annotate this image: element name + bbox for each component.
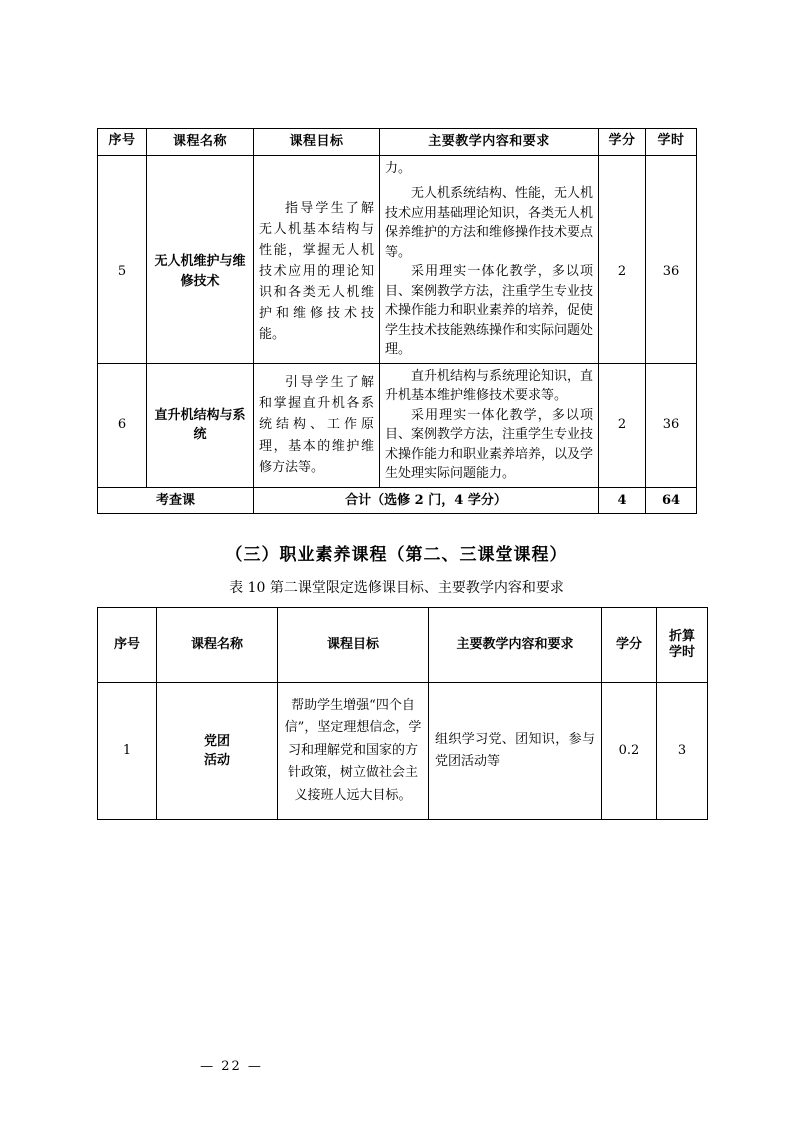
header2-credit (602, 608, 657, 683)
header-goal: 课程目标 (254, 129, 380, 156)
page-number: — 22 — (200, 1059, 263, 1074)
header2-hours (657, 608, 708, 683)
total-credit: 4 (599, 487, 646, 514)
frag-name-cell (147, 155, 254, 181)
frag-hours-cell (646, 155, 697, 181)
row-goal-text: 指导学生了解无人机基本结构与性能，掌握无人机技术应用的理论知识和各类无人机维护和维修技术技能。 (259, 201, 374, 343)
table-row (98, 363, 697, 487)
row-name: 直升机结构与系统 (147, 363, 254, 487)
frag-goal-cell (254, 155, 380, 181)
header2-hours-text: 折算学时 (668, 629, 695, 660)
row2-goal (278, 683, 429, 820)
header2-goal: 课程目标 (278, 608, 429, 683)
table-header-row (98, 129, 697, 156)
row-credit: 2 (599, 363, 646, 487)
row-goal (254, 181, 380, 363)
table-caption: 表 10 第二课堂限定选修课目标、主要教学内容和要求 (229, 580, 564, 596)
frag-content-cell: 力。 (380, 155, 599, 181)
header2-name: 课程名称 (157, 608, 278, 683)
row2-content-text: 组织学习党、团知识，参与党团活动等 (435, 731, 595, 769)
row-goal (254, 363, 380, 487)
frag-credit-cell (599, 155, 646, 181)
row-num: 5 (98, 181, 147, 363)
header2-num-text: 序号 (113, 637, 140, 653)
row-content (380, 363, 599, 487)
row-hours: 36 (646, 363, 697, 487)
row-credit: 2 (599, 181, 646, 363)
row-content-p2: 采用理实一体化教学，多以项目、案例教学方法，注重学生专业技术操作能力和职业素养的培养，促使学生技术技能熟练操作和实际问题处理。 (385, 264, 594, 357)
continued-fragment-row (98, 155, 697, 181)
total-hours: 64 (646, 487, 697, 514)
row-num: 6 (98, 363, 147, 487)
header-name: 课程名称 (147, 129, 254, 156)
row-content-p1: 无人机系统结构、性能，无人机技术应用基础理论知识，各类无人机保养维护的方法和维修操作技术要点等。 (385, 186, 594, 260)
row-goal-text: 引导学生了解和掌握直升机各系统结构、工作原理，基本的维护维修方法等。 (259, 375, 374, 475)
row-content-p2: 采用理实一体化教学，多以项目、案例教学方法，注重学生专业技术操作能力和职业素养培养，以及学生处理实际问题能力。 (385, 407, 594, 481)
header-num-text: 序号 (108, 133, 136, 149)
page-footer (0, 1059, 793, 1074)
row2-credit: 0.2 (602, 683, 657, 820)
header-credit-text: 学分 (608, 133, 636, 149)
header2-credit-text: 学分 (615, 637, 642, 653)
row2-name-line1: 党团 (203, 733, 230, 749)
row-hours: 36 (646, 181, 697, 363)
second-classroom-table (97, 607, 708, 820)
row2-name (157, 683, 278, 820)
row-content (380, 181, 599, 363)
total-label: 考查课 (98, 487, 254, 514)
header2-content: 主要教学内容和要求 (429, 608, 602, 683)
table-row (98, 181, 697, 363)
table2-row (98, 683, 708, 820)
row2-name-line2: 活动 (203, 753, 230, 768)
header-credit (599, 129, 646, 156)
section-title: （三）职业素养课程（第二、三课堂课程） (225, 545, 568, 565)
header-hours (646, 129, 697, 156)
row2-hours: 3 (657, 683, 708, 820)
row2-num: 1 (98, 683, 157, 820)
header-hours-text: 学时 (657, 133, 685, 149)
row2-content (429, 683, 602, 820)
table2-header-row (98, 608, 708, 683)
header-content: 主要教学内容和要求 (380, 129, 599, 156)
row-name: 无人机维护与维修技术 (147, 181, 254, 363)
header2-num (98, 608, 157, 683)
row2-goal-text: 帮助学生增强“四个自信”，坚定理想信念，学习和理解党和国家的方针政策，树立做社会主义接班人远大目标。 (284, 698, 422, 803)
row-content-p1: 直升机结构与系统理论知识，直升机基本维护维修技术要求等。 (385, 368, 594, 403)
table-total-row (98, 487, 697, 514)
header-num (98, 129, 147, 156)
total-summary: 合计（选修 2 门，4 学分） (254, 487, 599, 514)
frag-num-cell (98, 155, 147, 181)
course-table-continued (97, 128, 697, 514)
